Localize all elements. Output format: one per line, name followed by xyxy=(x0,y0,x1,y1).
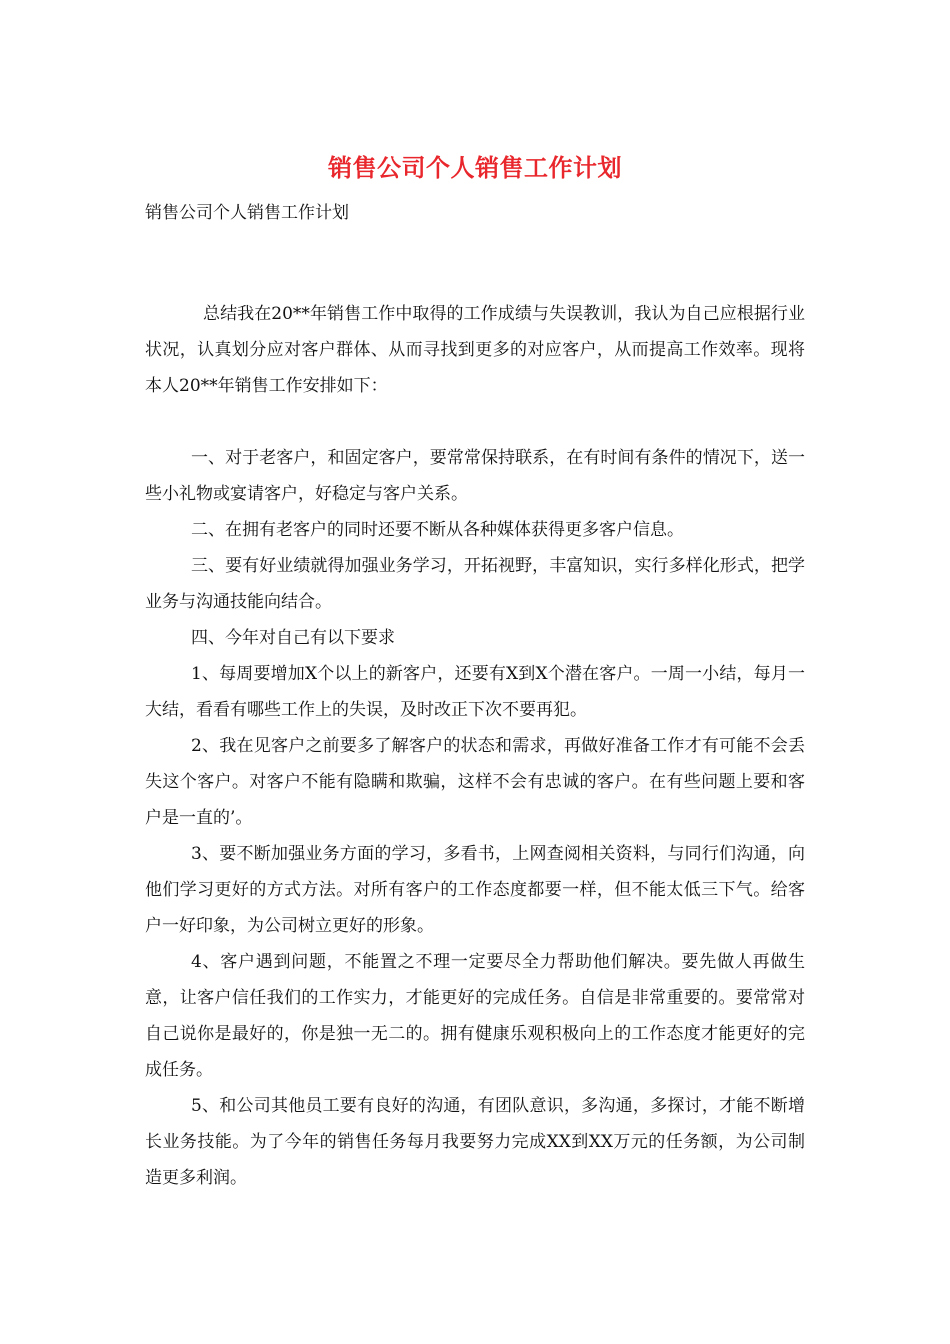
paragraph-requirement-3: 3、要不断加强业务方面的学习，多看书，上网查阅相关资料，与同行们沟通，向他们学习更好的方式方法。对所有客户的工作态度都要一样，但不能太低三下气。给客户一好印象，为公司树立更好的形象。 xyxy=(145,844,805,936)
paragraph-requirement-2: 2、我在见客户之前要多了解客户的状态和需求，再做好准备工作才有可能不会丢失这个客户。对客户不能有隐瞒和欺骗，这样不会有忠诚的客户。在有些问题上要和客户是一直的’。 xyxy=(145,736,805,828)
paragraph-requirement-4: 4、客户遇到问题，不能置之不理一定要尽全力帮助他们解决。要先做人再做生意，让客户信任我们的工作实力，才能更好的完成任务。自信是非常重要的。要常常对自己说你是最好的，你是独一无二的。拥有健康乐观积极向上的工作态度才能更好的完成任务。 xyxy=(145,952,805,1080)
paragraph-item-3: 三、要有好业绩就得加强业务学习，开拓视野，丰富知识，实行多样化形式，把学业务与沟通技能向结合。 xyxy=(145,556,805,612)
document-subtitle: 销售公司个人销售工作计划 xyxy=(145,203,349,223)
paragraph-intro: 总结我在20**年销售工作中取得的工作成绩与失误教训，我认为自己应根据行业状况，认真划分应对客户群体、从而寻找到更多的对应客户，从而提高工作效率。现将本人20**年销售工作安排如下： xyxy=(145,304,805,396)
paragraph-requirement-1: 1、每周要增加X个以上的新客户，还要有X到X个潜在客户。一周一小结，每月一大结，看看有哪些工作上的失误，及时改正下次不要再犯。 xyxy=(145,664,805,720)
paragraph-item-1: 一、对于老客户，和固定客户，要常常保持联系，在有时间有条件的情况下，送一些小礼物或宴请客户，好稳定与客户关系。 xyxy=(145,448,805,504)
document-title: 销售公司个人销售工作计划 xyxy=(328,153,622,182)
paragraph-item-2: 二、在拥有老客户的同时还要不断从各种媒体获得更多客户信息。 xyxy=(191,520,684,540)
paragraph-item-4: 四、今年对自己有以下要求 xyxy=(191,628,395,648)
paragraph-requirement-5: 5、和公司其他员工要有良好的沟通，有团队意识，多沟通，多探讨，才能不断增长业务技能。为了今年的销售任务每月我要努力完成XX到XX万元的任务额，为公司制造更多利润。 xyxy=(145,1096,805,1188)
